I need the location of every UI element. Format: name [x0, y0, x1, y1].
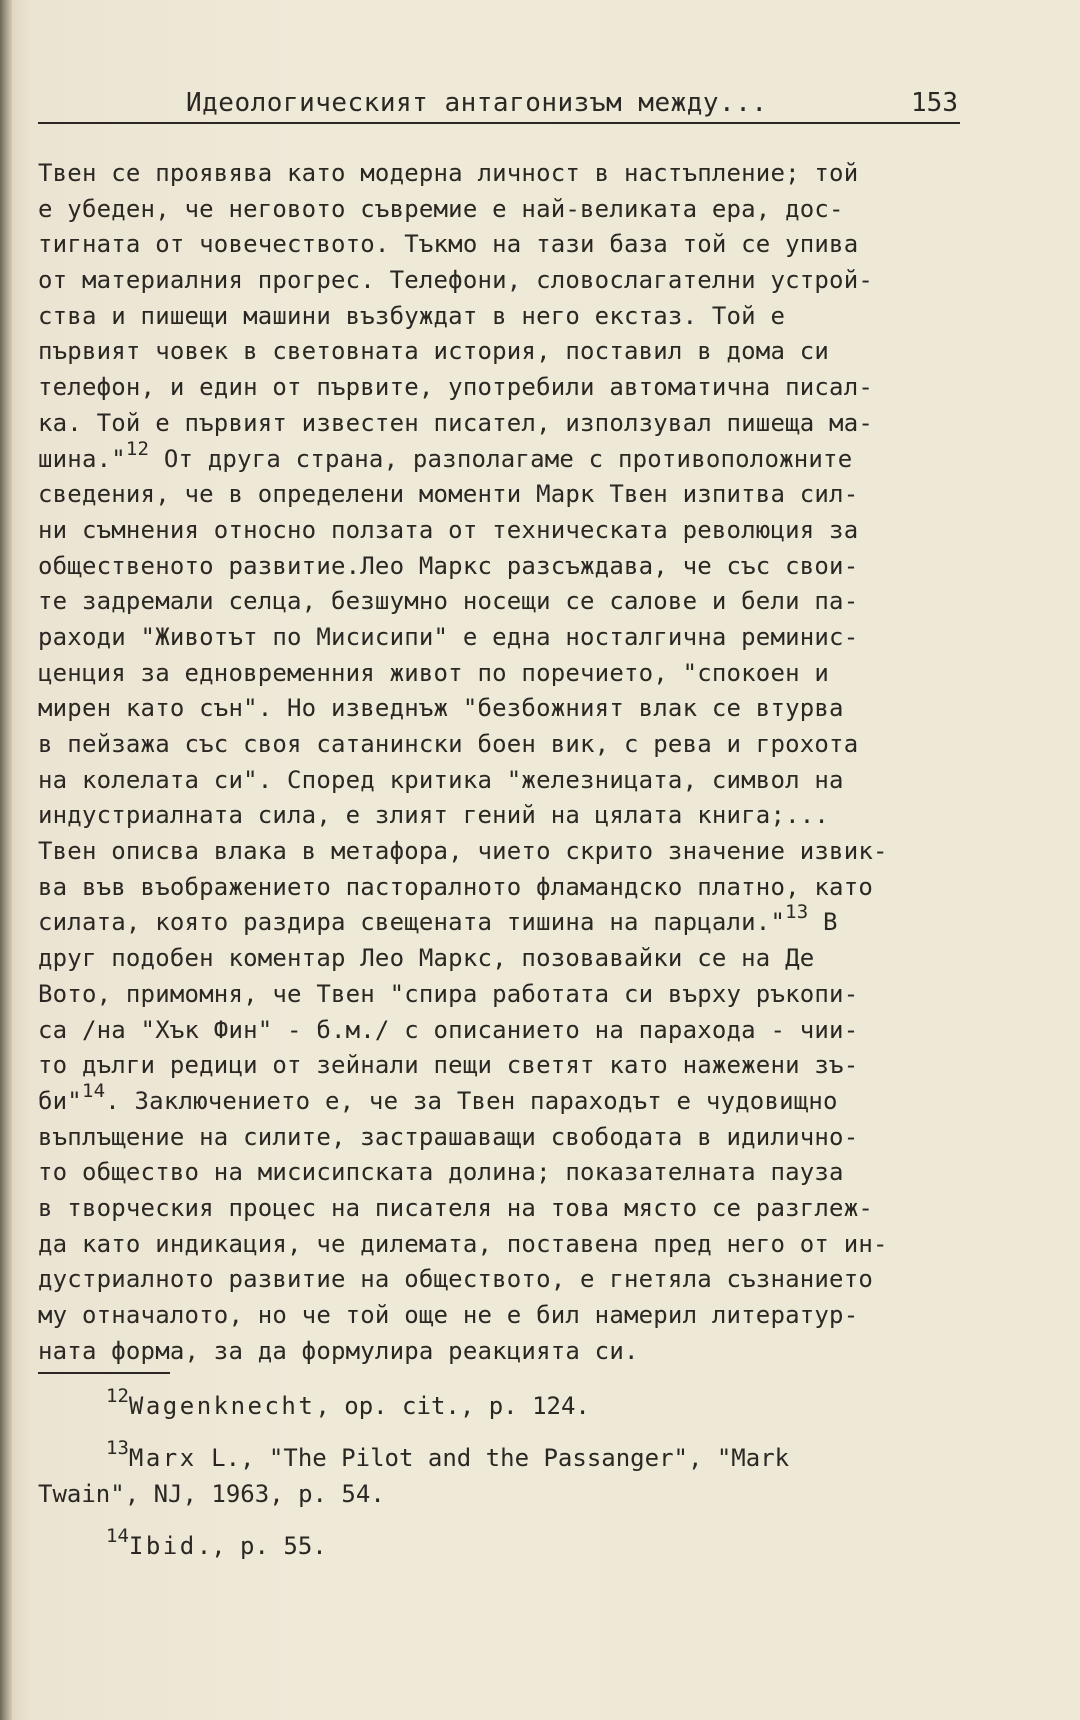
text-line: е убеден, че неговото съвремие е най-великата ера, дос-: [38, 194, 844, 223]
text-line: да като индикация, че дилемата, поставена пред него от ин-: [38, 1229, 888, 1258]
footnote-ref-13: 13: [785, 901, 809, 924]
text-line: ценция за едновременния живот по поречието, "спокоен и: [38, 658, 830, 687]
text-line: сведения, че в определени моменти Марк Твен изпитва сил-: [38, 480, 859, 509]
footnote-12: [106, 1385, 590, 1424]
text-line: те задремали селца, безшумно носещи се салове и бели па-: [38, 587, 859, 616]
text-line-with-footnote-ref: [38, 1079, 982, 1120]
page-number: 153: [911, 88, 958, 118]
text-line: ната форма, за да формулира реакцията си.: [38, 1336, 639, 1365]
text-line: въплъщение на силите, застрашаващи свободата в идилично-: [38, 1122, 859, 1151]
text-line: в пейзажа със своя сатанински боен вик, с рева и грохота: [38, 730, 859, 758]
footnote-number: 13: [106, 1437, 129, 1459]
line-text: От друга страна, разполагаме с противоположните: [149, 444, 853, 473]
text-line-with-footnote-ref: [38, 437, 982, 478]
line-text: В: [808, 908, 838, 937]
text-line: то общество на мисисипската долина; показателната пауза: [38, 1158, 844, 1187]
text-line: друг подобен коментар Лео Маркс, позовавайки се на Де: [38, 944, 815, 973]
text-line: тигната от човечеството. Тъкмо на тази база той се упива: [38, 230, 859, 259]
text-line: в творческия процес на писателя на това място се разглеж-: [38, 1193, 874, 1222]
text-line: са /на "Хък Фин" - б.м./ с описанието на парахода - чии-: [38, 1015, 859, 1044]
text-line: на колелата си". Според критика "железницата, символ на: [38, 765, 844, 794]
footnote-author: Wagenknecht: [128, 1392, 316, 1420]
line-text: . Заключението е, че за Твен параходът е чудовищно: [105, 1086, 838, 1115]
footnote-text: , op. cit., p. 124.: [315, 1392, 590, 1420]
footnote-text: L., "The Pilot and the Passanger", "Mark: [196, 1444, 790, 1472]
page-binding-edge: [0, 0, 12, 1720]
footnote-ref-12: 12: [125, 437, 150, 460]
text-line: то дълги редици от зейнали пещи светят като нажежени зъ-: [38, 1051, 859, 1080]
footnote-13: [106, 1437, 790, 1476]
text-line: от материалния прогрес. Телефони, словослагателни устрой-: [38, 266, 874, 295]
footnote-13-continuation: Twain", NJ, 1963, p. 54.: [38, 1480, 385, 1508]
line-text: шина.": [38, 444, 126, 473]
text-line: телефон, и един от първите, употребили автоматична писал-: [38, 373, 874, 402]
running-header: [38, 88, 960, 124]
text-line: общественото развитие.Лео Маркс разсъждава, че със свои-: [38, 551, 859, 580]
text-line: Твен описва влака в метафора, чието скрито значение извик-: [38, 837, 888, 866]
footnote-number: 12: [106, 1385, 129, 1407]
footnote-number: 14: [106, 1525, 129, 1547]
line-text: би": [38, 1086, 82, 1115]
text-line: дустриалното развитие на обществото, е гнетяла съзнанието: [38, 1265, 874, 1294]
footnote-author: Marx: [128, 1444, 197, 1472]
footnote-separator: [38, 1372, 170, 1374]
text-line: ни съмнения относно ползата от техническата революция за: [38, 515, 859, 544]
text-line-with-footnote-ref: [38, 901, 982, 941]
footnote-14: [106, 1525, 327, 1564]
footnote-text: ., p. 55.: [196, 1532, 327, 1560]
body-text: [38, 156, 982, 1369]
running-title: Идеологическият антагонизъм между...: [186, 88, 768, 118]
text-line: индустриалната сила, е злият гений на цялата книга;...: [38, 801, 830, 830]
footnote-ref-14: 14: [81, 1079, 106, 1102]
text-line: първият човек в световната история, поставил в дома си: [38, 337, 830, 366]
text-line: Твен се проявява като модерна личност в настъпление; той: [38, 159, 859, 187]
text-line: мирен като сън". Но изведнъж "безбожният влак се втурва: [38, 694, 844, 723]
text-line: ка. Той е първият известен писател, използувал пишеща ма-: [38, 408, 874, 437]
text-line: му отначалото, но че той още не е бил намерил литератур-: [38, 1301, 859, 1329]
footnote-author: Ibid: [128, 1532, 197, 1560]
text-line: раходи "Животът по Мисисипи" е една носталгична реминис-: [38, 622, 859, 651]
text-line: ства и пишещи машини възбуждат в него екстаз. Той е: [38, 301, 786, 330]
line-text: силата, която раздира свещената тишина на парцали.": [38, 908, 786, 937]
text-line: Вото, примомня, че Твен "спира работата си върху ръкопи-: [38, 979, 859, 1008]
text-line: ва във въображението пасторалното фламандско платно, като: [38, 872, 874, 901]
